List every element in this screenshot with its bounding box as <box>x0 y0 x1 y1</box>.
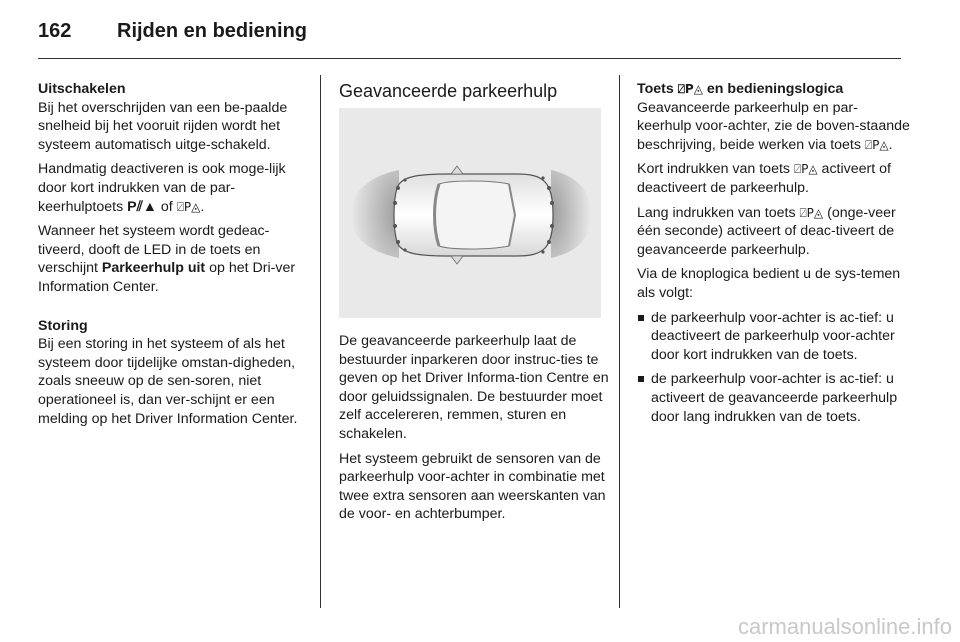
parking-sensor-illustration <box>339 108 601 318</box>
page-title: Rijden en bediening <box>117 20 308 42</box>
advanced-park-assist-icon: ⍁P◬ <box>176 199 201 214</box>
list-item: de parkeerhulp voor-achter is ac-tief: u activeert de geavanceerde parkeerhulp door lang indrukken van de toets. <box>637 370 911 426</box>
column-divider-left <box>320 75 321 608</box>
watermark: carmanualsonline.info <box>737 614 952 639</box>
right-column <box>637 80 911 432</box>
wanneer-text-pre: Wanneer het systeem wordt gedeac-tiveerd, dooft de LED in de toets en verschijnt <box>38 223 270 277</box>
page-number: 162 <box>38 20 72 42</box>
right-p2-pre: Kort indrukken van toets <box>637 161 794 178</box>
logic-bullet-list <box>637 309 911 427</box>
advanced-park-assist-icon: ⍁P◬ <box>864 137 889 152</box>
toets-heading-b: en bedieningslogica <box>702 81 844 97</box>
handmatig-text: Handmatig deactiveren is ook moge-lijk door kort indrukken van de par-keerhulptoets <box>38 161 286 215</box>
right-paragraph-3 <box>637 204 911 260</box>
handmatig-end: . <box>200 198 205 215</box>
middle-column <box>339 80 609 530</box>
right-p1-end: . <box>888 136 893 153</box>
toets-heading <box>637 80 911 99</box>
handmatig-paragraph <box>38 160 310 216</box>
right-p1-text: Geavanceerde parkeerhulp en par-keerhulp voor-achter, zie de boven-staande beschrijving, beide werken via toets <box>637 99 910 153</box>
wanneer-text-bold: Parkeerhulp uit <box>101 260 206 277</box>
column-divider-right <box>619 75 620 608</box>
storing-paragraph: Bij een storing in het systeem of als het systeem door tijdelijke omstan-digheden, zoals sneeuw op de sen-soren, niet operationeel is, dan ver-schijnt er een melding op het Driver Information Center. <box>38 336 298 427</box>
advanced-park-assist-icon: ⍁P◬ <box>799 205 824 220</box>
sensors-paragraph: Het systeem gebruikt de sensoren van de parkeerhulp voor-achter in combinatie met twee extra sensoren aan weerskanten van de voor- en achterbumper. <box>339 450 606 523</box>
advanced-park-assist-icon: ⍁P◬ <box>793 162 818 177</box>
wanneer-paragraph <box>38 222 310 296</box>
park-assist-symbol-icon: P⫽▲ <box>127 198 157 215</box>
uitschakelen-paragraph: Bij het overschrijden van een be-paalde snelheid bij het vooruit rijden wordt het systeem automatisch uitge-schakeld. <box>38 99 288 153</box>
right-paragraph-4: Via de knoplogica bedient u de sys-temen als volgt: <box>637 266 901 301</box>
advanced-park-assist-icon: ⍁P◬ <box>677 82 703 96</box>
right-p3-post: (onge-veer één seconde) activeert of deac-tiveert de geavanceerde parkeerhulp. <box>637 204 896 258</box>
section-title: Geavanceerde parkeerhulp <box>339 81 558 101</box>
right-paragraph-1 <box>637 99 911 155</box>
handmatig-of: of <box>156 198 177 215</box>
toets-heading-a: Toets <box>637 81 678 97</box>
right-p3-pre: Lang indrukken van toets <box>637 204 800 221</box>
uitschakelen-heading: Uitschakelen <box>38 81 126 97</box>
right-p2-post: activeert of deactiveert de parkeerhulp. <box>637 161 891 196</box>
list-item: de parkeerhulp voor-achter is ac-tief: u deactiveert de parkeerhulp voor-achter door kort indrukken van de toets. <box>637 309 911 365</box>
storing-heading: Storing <box>38 317 88 334</box>
left-column <box>38 80 310 434</box>
intro-paragraph: De geavanceerde parkeerhulp laat de bestuurder inparkeren door instruc-ties te geven op het Driver Informa-tion Centre en door geluidssignalen. De bestuurder moet zelf accelereren, remmen, sturen en schakelen. <box>339 333 609 442</box>
right-paragraph-2 <box>637 160 911 197</box>
header-rule <box>38 58 901 59</box>
wanneer-text-post: op het Dri-ver Information Center. <box>38 260 296 295</box>
